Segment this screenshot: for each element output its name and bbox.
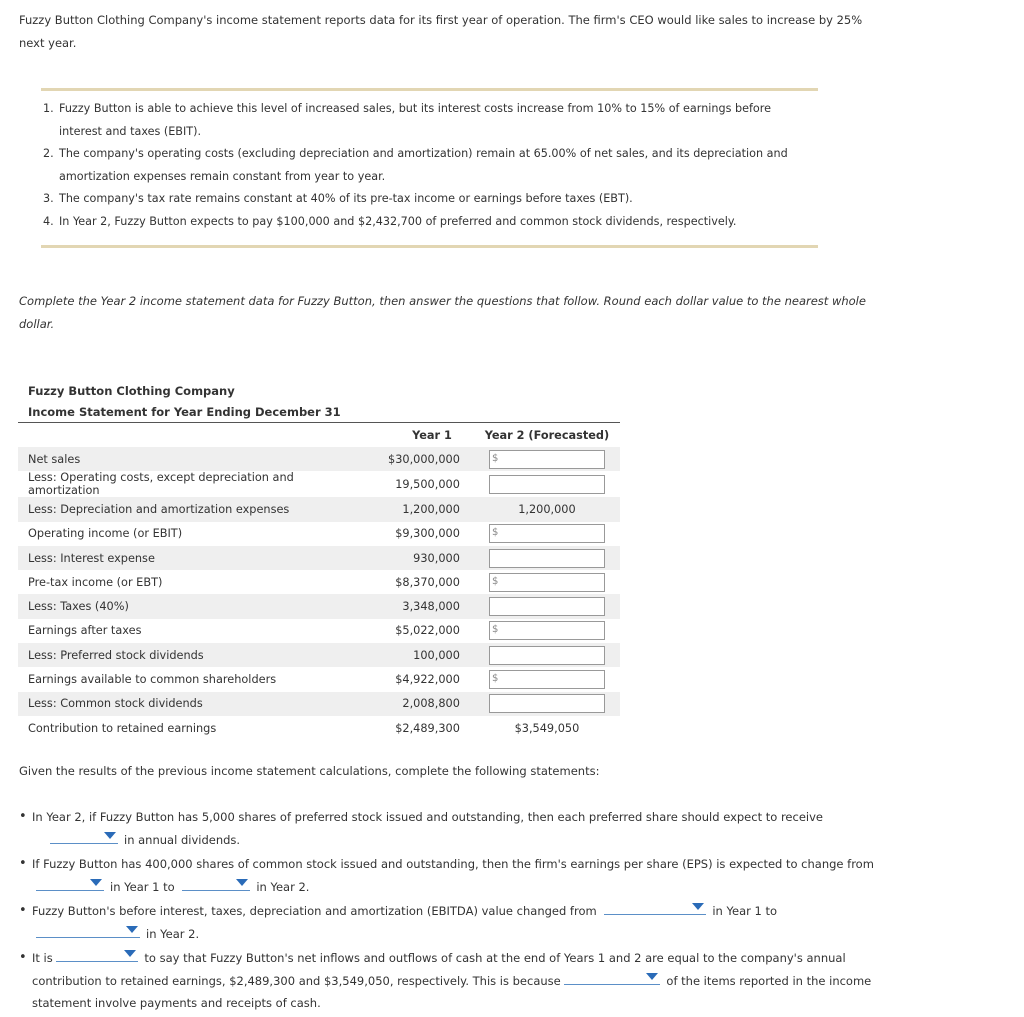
top-divider xyxy=(41,88,818,91)
col-year2: Year 2 (Forecasted) xyxy=(484,429,610,442)
table-row: Net sales $30,000,000 $ xyxy=(18,447,620,471)
statement-title xyxy=(28,381,341,423)
ebitda-year2-dropdown[interactable] xyxy=(36,923,140,938)
reason-dropdown[interactable] xyxy=(564,970,660,985)
intro-text: Fuzzy Button Clothing Company's income statement reports data for its first year of operation. The firm's CEO would like sales to increase by 25% next year. xyxy=(19,13,863,50)
chevron-down-icon xyxy=(236,879,248,886)
ebitda-year1-dropdown[interactable] xyxy=(604,900,706,915)
income-statement-table xyxy=(18,424,620,740)
table-row: Contribution to retained earnings $2,489,300 $3,549,050 xyxy=(28,721,580,735)
statement-subtitle: Income Statement for Year Ending December 31 xyxy=(28,405,341,419)
statement-rule xyxy=(18,422,620,423)
question-item: • It is to say that Fuzzy Button's net inflows and outflows of cash at the end of Years 1 and 2 are equal to the company's annual contribution to retained earnings, $2,489,300 and $3,549,050, respectively. This is because of the items reported in the income statement involve payments and receipts of cash. xyxy=(18,947,878,1015)
assumption-item: 4. In Year 2, Fuzzy Button expects to pay $100,000 and $2,432,700 of preferred and common stock dividends, respectively. xyxy=(43,214,737,228)
chevron-down-icon xyxy=(646,973,658,980)
operating-costs-input[interactable] xyxy=(489,475,605,494)
assumption-item: 1. Fuzzy Button is able to achieve this level of increased sales, but its interest costs increase from 10% to 15% of earnings before interest and taxes (EBIT). xyxy=(43,102,771,138)
question-item: • Fuzzy Button's before interest, taxes, depreciation and amortization (EBITDA) value changed from in Year 1 to in Year 2. xyxy=(18,900,878,945)
ebt-input[interactable]: $ xyxy=(489,573,605,592)
company-name: Fuzzy Button Clothing Company xyxy=(28,384,235,398)
preferred-dividend-per-share-dropdown[interactable] xyxy=(50,829,118,844)
earnings-after-taxes-input[interactable]: $ xyxy=(489,621,605,640)
instructions: Complete the Year 2 income statement data for Fuzzy Button, then answer the questions that follow. Round each dollar value to the nearest whole dollar. xyxy=(19,294,866,331)
questions-list xyxy=(18,806,878,1017)
common-dividends-input[interactable] xyxy=(489,694,605,713)
interest-expense-input[interactable] xyxy=(489,549,605,568)
net-sales-input[interactable]: $ xyxy=(489,450,605,469)
chevron-down-icon xyxy=(124,950,136,957)
eps-year1-dropdown[interactable] xyxy=(36,876,104,891)
ebit-input[interactable]: $ xyxy=(489,524,605,543)
table-row: Less: Interest expense 930,000 xyxy=(18,546,620,570)
chevron-down-icon xyxy=(126,926,138,933)
chevron-down-icon xyxy=(90,879,102,886)
assumptions-list xyxy=(43,98,813,233)
question-item: • In Year 2, if Fuzzy Button has 5,000 shares of preferred stock issued and outstanding, then each preferred share should expect to receive in annual dividends. xyxy=(18,806,878,851)
table-row: Earnings after taxes $5,022,000 $ xyxy=(18,619,620,643)
chevron-down-icon xyxy=(692,903,704,910)
table-row: Less: Preferred stock dividends 100,000 xyxy=(18,643,620,667)
preferred-dividends-input[interactable] xyxy=(489,646,605,665)
table-row: Less: Taxes (40%) 3,348,000 xyxy=(18,594,620,618)
table-row: Pre-tax income (or EBT) $8,370,000 $ xyxy=(18,570,620,594)
table-row: Less: Common stock dividends 2,008,800 xyxy=(18,692,620,716)
col-year1: Year 1 xyxy=(412,429,452,442)
taxes-input[interactable] xyxy=(489,597,605,616)
earnings-available-common-input[interactable]: $ xyxy=(489,670,605,689)
table-row: Operating income (or EBIT) $9,300,000 $ xyxy=(18,522,620,546)
accuracy-dropdown[interactable] xyxy=(56,947,138,962)
table-row: Less: Depreciation and amortization expenses 1,200,000 1,200,000 xyxy=(18,497,620,521)
table-header-row xyxy=(18,424,620,447)
question-item: • If Fuzzy Button has 400,000 shares of common stock issued and outstanding, then the firm's earnings per share (EPS) is expected to change from in Year 1 to in Year 2. xyxy=(18,853,878,898)
assumption-item: 3. The company's tax rate remains constant at 40% of its pre-tax income or earnings before taxes (EBT). xyxy=(43,192,633,205)
assumption-item: 2. The company's operating costs (excluding depreciation and amortization) remain at 65.00% of net sales, and its depreciation and amortization expenses remain constant from year to year. xyxy=(43,147,788,183)
table-row: Less: Operating costs, except depreciation and amortization 19,500,000 xyxy=(18,471,620,497)
chevron-down-icon xyxy=(104,832,116,839)
eps-year2-dropdown[interactable] xyxy=(182,876,250,891)
given-text: Given the results of the previous income statement calculations, complete the following statements: xyxy=(19,764,600,778)
table-row: Earnings available to common shareholders $4,922,000 $ xyxy=(18,667,620,691)
bottom-divider xyxy=(41,245,818,248)
